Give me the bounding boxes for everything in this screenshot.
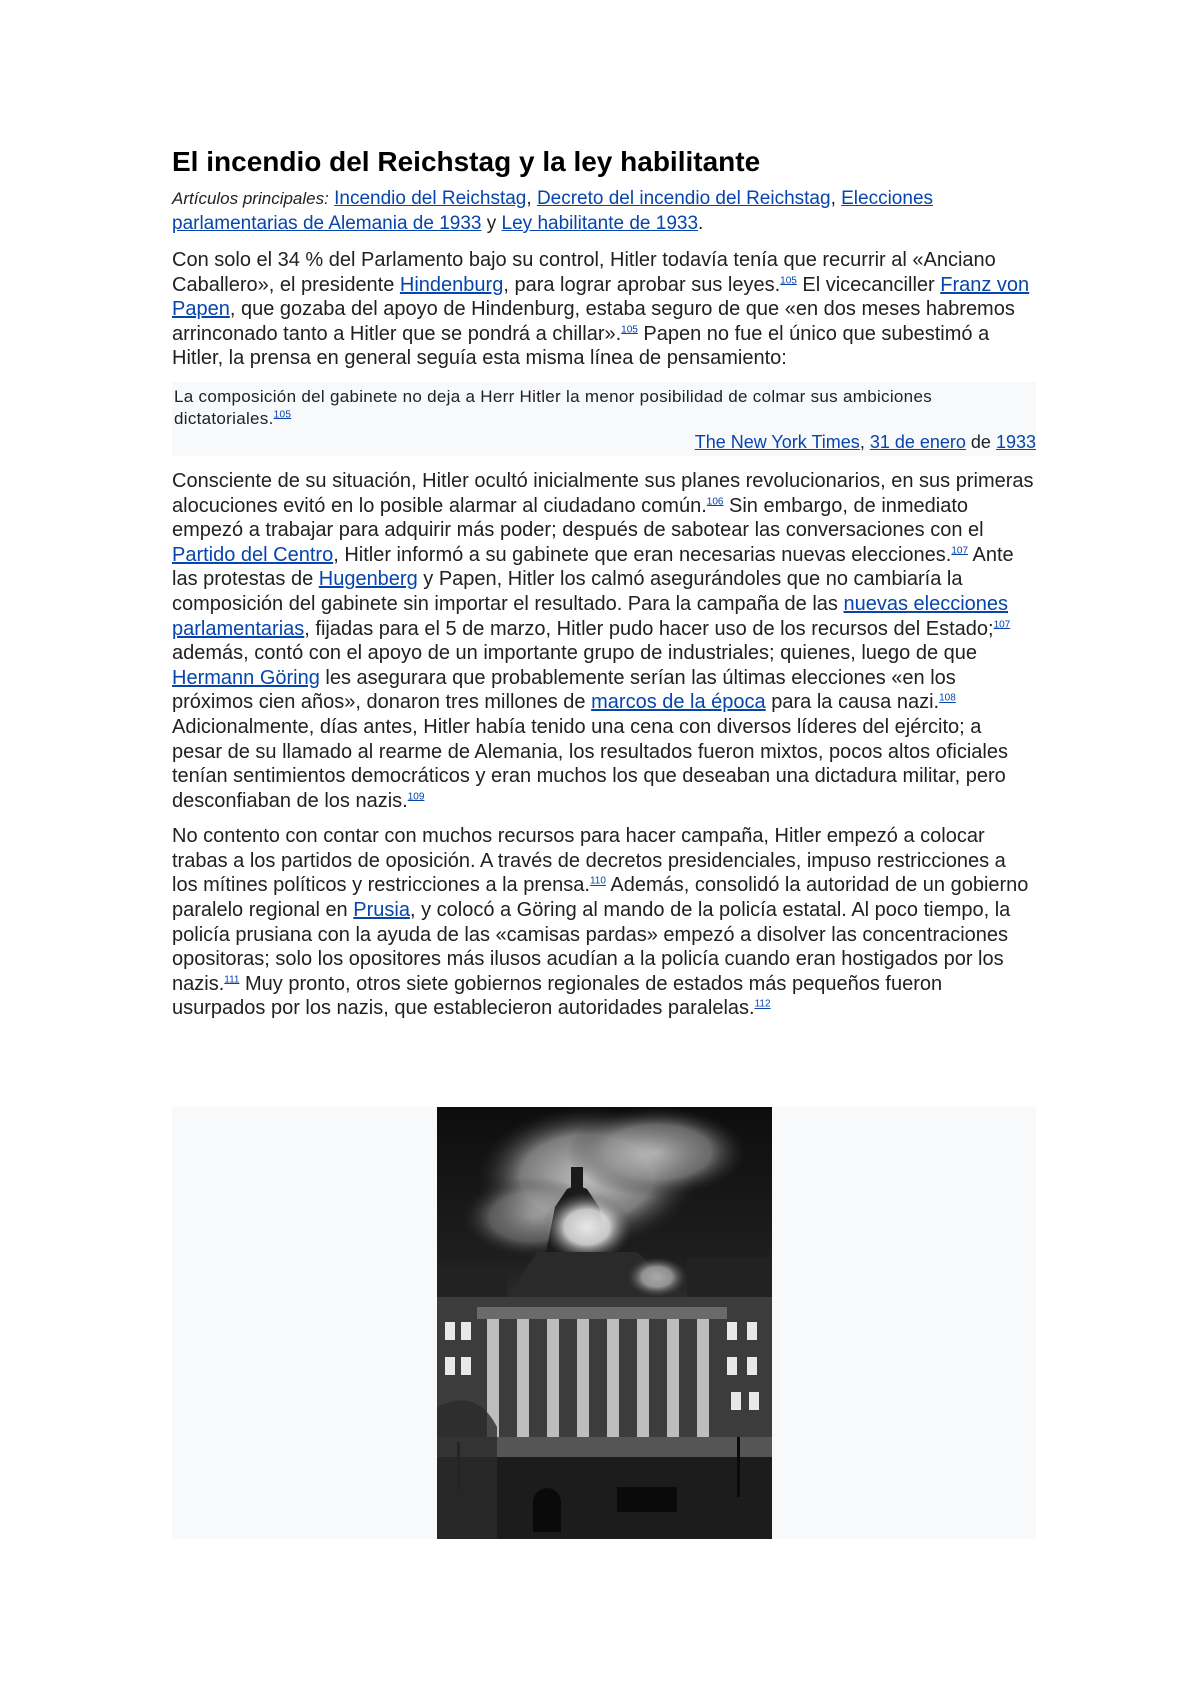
hatnote-lead: Artículos principales: bbox=[172, 189, 329, 208]
citation-ref bbox=[274, 409, 292, 420]
link-31-enero[interactable]: 31 de enero bbox=[869, 431, 966, 452]
citation-link[interactable]: 105 bbox=[780, 274, 797, 286]
citation-ref bbox=[951, 545, 968, 556]
text: y Papen, Hitler los calmó asegurándoles que no cambiaría la composición del gabinete sin importar el resultado. Para la campaña de las bbox=[172, 568, 963, 615]
text: No contento con contar con muchos recursos para hacer campaña, Hitler empezó a colocar trabas a los partidos de oposición. A través de decretos presidenciales, impuso restricciones a los mítines políticos y restricciones a la prensa. bbox=[172, 825, 1006, 897]
link-hindenburg[interactable]: Hindenburg bbox=[399, 273, 504, 296]
citation-ref bbox=[780, 275, 797, 286]
hatnote-end: . bbox=[698, 213, 704, 234]
text: Adicionalmente, días antes, Hitler había tenido una cena con diversos líderes del ejército; a pesar de su llamado al rearme de Alemania, los resultados fueron mixtos, pocos altos oficiales tenían sentimientos democráticos y eran muchos los que deseaban una dictadura militar, pero desconfiaban de los nazis. bbox=[172, 715, 1008, 812]
citation-ref bbox=[224, 974, 239, 985]
citation-link[interactable]: 107 bbox=[951, 545, 969, 557]
paragraph-1 bbox=[172, 248, 1036, 371]
text: Ante las protestas de bbox=[172, 543, 1014, 591]
text: para la causa nazi. bbox=[765, 691, 940, 714]
link-ley-habilitante[interactable]: Ley habilitante de 1933 bbox=[501, 213, 699, 234]
link-incendio-reichstag[interactable]: Incendio del Reichstag bbox=[334, 188, 527, 209]
citation-link[interactable]: 106 bbox=[706, 495, 724, 507]
citation-link[interactable]: 105 bbox=[273, 409, 292, 421]
text: de bbox=[965, 431, 996, 452]
hatnote-conjunction: y bbox=[481, 213, 502, 234]
citation-ref bbox=[939, 693, 956, 704]
text: El vicecanciller bbox=[796, 273, 941, 296]
text: Consciente de su situación, Hitler ocultó inicialmente sus planes revolucionarios, en sus primeras alocuciones evitó en lo posible alarmar al ciudadano común. bbox=[172, 469, 1034, 517]
figure-box bbox=[172, 1107, 1036, 1539]
paragraph-2 bbox=[172, 469, 1036, 813]
blockquote bbox=[172, 382, 1036, 456]
citation-ref bbox=[408, 791, 425, 802]
citation-link[interactable]: 110 bbox=[589, 875, 606, 887]
text: Sin embargo, de inmediato empezó a trabajar para adquirir más poder; después de sabotear las conversaciones con el bbox=[172, 494, 984, 542]
link-marcos-epoca[interactable]: marcos de la época bbox=[591, 691, 766, 714]
text: La composición del gabinete no deja a Herr Hitler la menor posibilidad de colmar sus ambiciones dictatoriales. bbox=[174, 386, 932, 428]
citation-link[interactable]: 111 bbox=[224, 974, 240, 986]
citation-link[interactable]: 108 bbox=[939, 692, 956, 704]
citation-link[interactable]: 112 bbox=[754, 998, 771, 1010]
text: Papen no fue el único que subestimó a Hitler, la prensa en general seguía esta misma línea de pensamiento: bbox=[172, 322, 990, 370]
citation-ref bbox=[755, 999, 771, 1010]
citation-link[interactable]: 109 bbox=[407, 791, 425, 803]
link-nuevas-elecciones[interactable]: nuevas elecciones parlamentarias bbox=[172, 592, 1009, 640]
text: Con solo el 34 % del Parlamento bajo su control, Hitler todavía tenía que recurrir al «Anciano Caballero», el presidente bbox=[172, 249, 996, 296]
article-section bbox=[172, 146, 1036, 1032]
hatnote-separator: , bbox=[830, 188, 842, 209]
link-partido-centro[interactable]: Partido del Centro bbox=[172, 543, 334, 566]
text: Muy pronto, otros siete gobiernos regionales de estados más pequeños fueron usurpados por los nazis, que establecieron autoridades paralelas. bbox=[172, 972, 943, 1020]
citation-link[interactable]: 107 bbox=[993, 618, 1011, 630]
citation-link[interactable]: 105 bbox=[621, 324, 638, 336]
text: Además, consolidó la autoridad de un gobierno paralelo regional en bbox=[172, 874, 1029, 922]
link-prusia[interactable]: Prusia bbox=[353, 899, 410, 922]
link-decreto-incendio[interactable]: Decreto del incendio del Reichstag bbox=[536, 188, 831, 209]
text: , Hitler informó a su gabinete que eran necesarias nuevas elecciones. bbox=[333, 543, 952, 566]
text: , bbox=[859, 431, 870, 452]
quote-source bbox=[174, 430, 1036, 454]
text: , fijadas para el 5 de marzo, Hitler pudo hacer uso de los recursos del Estado; bbox=[304, 617, 994, 640]
link-1933[interactable]: 1933 bbox=[995, 431, 1036, 452]
hatnote-separator: , bbox=[526, 188, 537, 209]
text: , y colocó a Göring al mando de la policía estatal. Al poco tiempo, la policía prusiana con la ayuda de las «camisas pardas» empezó a disolver las concentraciones opositoras; solo los opositores más ilusos acudían a la policía cuando eran hostigados por los nazis. bbox=[172, 899, 1011, 995]
citation-ref bbox=[621, 324, 638, 335]
citation-ref bbox=[590, 876, 606, 887]
text: además, contó con el apoyo de un importante grupo de industriales; quienes, luego de que bbox=[172, 642, 977, 665]
text: les asegurara que probablemente serían las últimas elecciones «en los próximos cien años», donaron tres millones de bbox=[172, 666, 956, 714]
citation-ref bbox=[707, 496, 724, 507]
link-hermann-goring[interactable]: Hermann Göring bbox=[172, 666, 320, 689]
link-nyt[interactable]: The New York Times bbox=[694, 431, 860, 452]
text: , para lograr aprobar sus leyes. bbox=[503, 273, 781, 296]
paragraph-3 bbox=[172, 824, 1036, 1021]
citation-ref bbox=[994, 619, 1011, 630]
quote-text bbox=[174, 386, 1036, 430]
link-hugenberg[interactable]: Hugenberg bbox=[318, 568, 418, 591]
link-elecciones-1933[interactable]: Elecciones parlamentarias de Alemania de 1933 bbox=[172, 188, 934, 234]
hatnote bbox=[172, 186, 1036, 236]
reichstag-fire-photo[interactable] bbox=[437, 1107, 772, 1539]
text: , que gozaba del apoyo de Hindenburg, estaba seguro de que «en dos meses habremos arrinconado tanto a Hitler que se pondrá a chillar». bbox=[172, 298, 1015, 345]
section-heading: El incendio del Reichstag y la ley habilitante bbox=[172, 146, 761, 177]
link-franz-von-papen[interactable]: Franz von Papen bbox=[172, 273, 1030, 321]
